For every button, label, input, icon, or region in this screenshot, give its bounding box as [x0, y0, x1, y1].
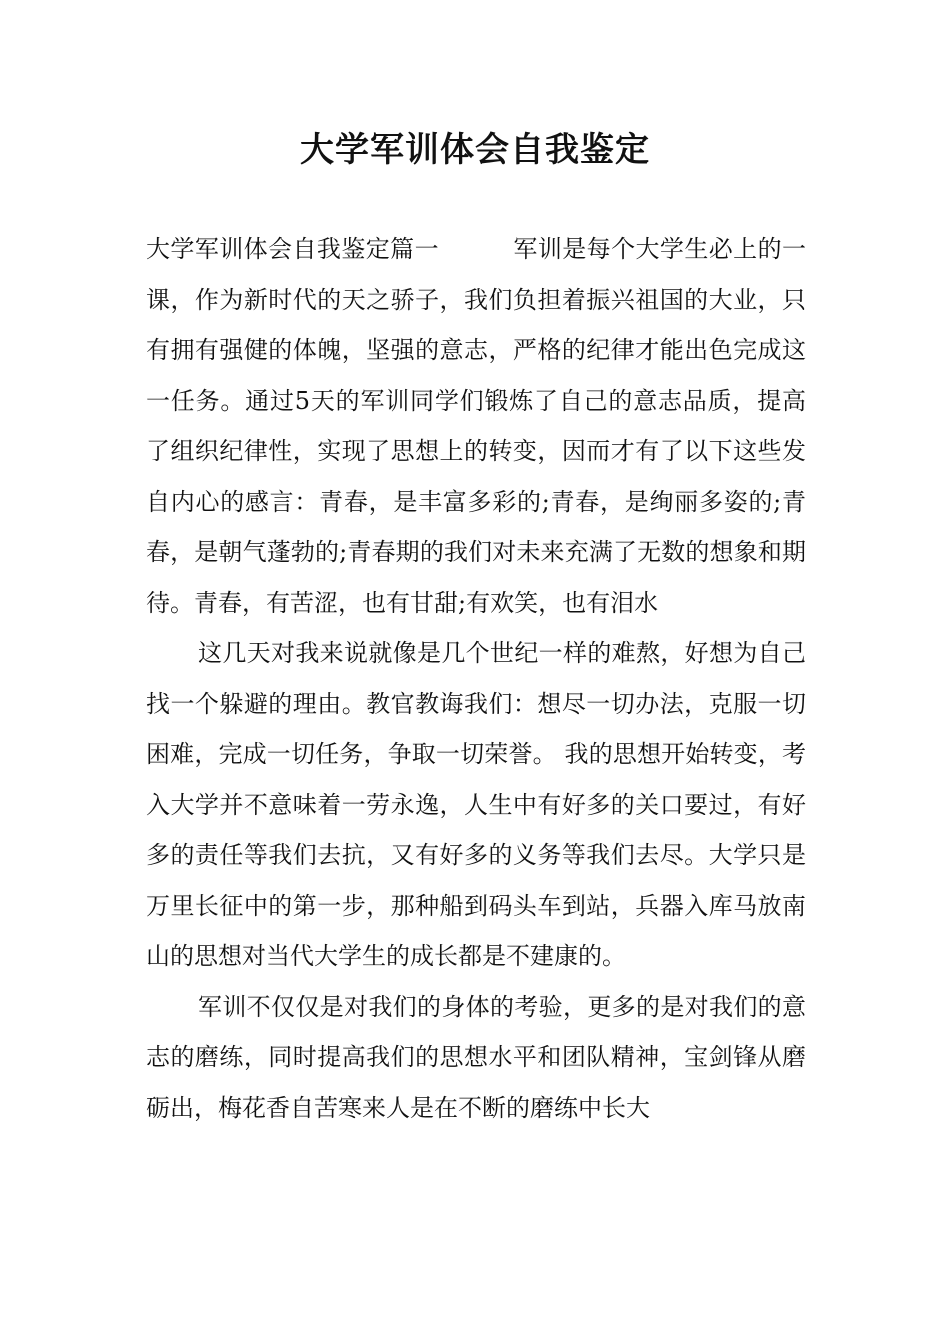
page-title: 大学军训体会自我鉴定: [300, 130, 650, 170]
paragraph-2: 这几天对我来说就像是几个世纪一样的难熬，好想为自己找一个躲避的理由。教官教诲我们：想尽一切办法，克服一切困难，完成一切任务，争取一切荣誉。 我的思想开始转变，考入大学并不意味着一劳永逸，人生中有好多的关口要过，有好多的责任等我们去抗，又有好多的义务等我们去尽。大学只是万里长征中的第一步，那种船到码头车到站，兵器入库马放南山的思想对当代大学生的成长都是不建康的。: [146, 639, 806, 970]
document-body: [146, 224, 806, 1133]
paragraph-1: [146, 224, 806, 628]
paragraph-1-text: 军训是每个大学生必上的一课，作为新时代的天之骄子，我们负担着振兴祖国的大业，只有拥有强健的体魄，坚强的意志，严格的纪律才能出色完成这一任务。通过5天的军训同学们锻炼了自己的意志品质，提高了组织纪律性，实现了思想上的转变，因而才有了以下这些发自内心的感言：青春，是丰富多彩的;青春，是绚丽多姿的;青春，是朝气蓬勃的;青春期的我们对未来充满了无数的想象和期待。青春，有苦涩，也有甘甜;有欢笑，也有泪水: [146, 235, 806, 617]
paragraph-3: 军训不仅仅是对我们的身体的考验，更多的是对我们的意志的磨练，同时提高我们的思想水平和团队精神，宝剑锋从磨砺出，梅花香自苦寒来人是在不断的磨练中长大: [146, 992, 806, 1122]
intro-heading: 大学军训体会自我鉴定篇一: [146, 235, 439, 263]
